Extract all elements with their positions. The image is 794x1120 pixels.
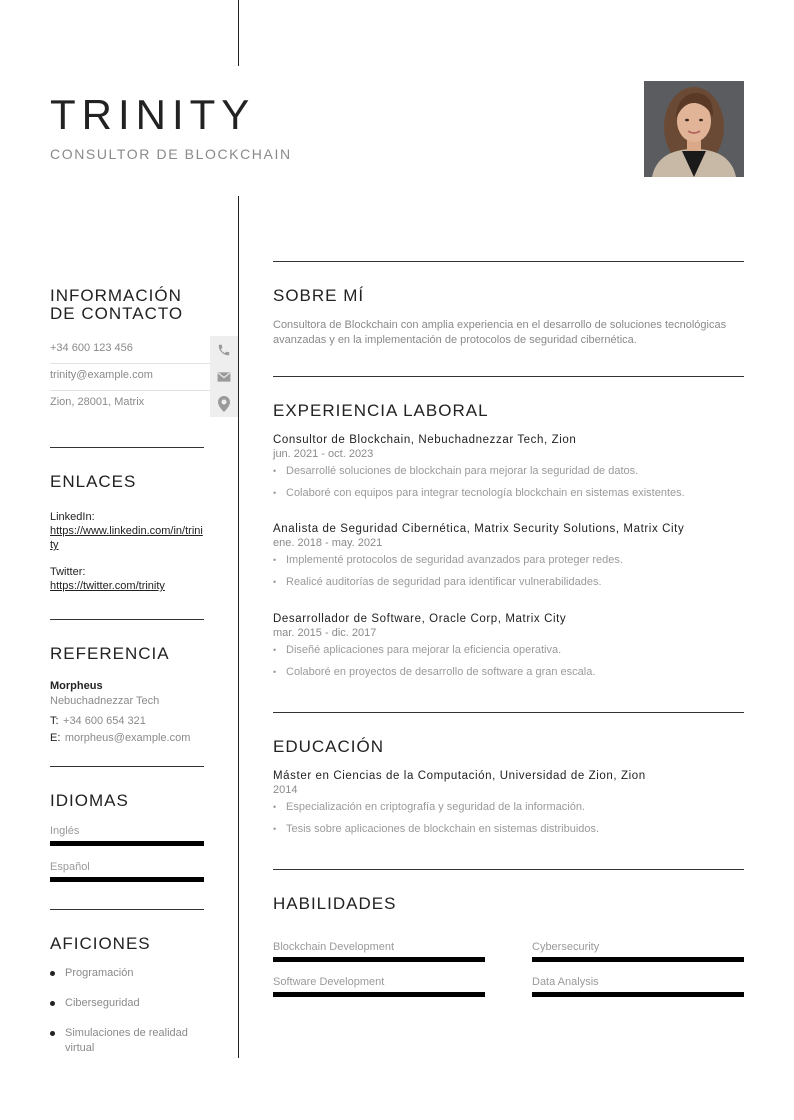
links-section (50, 473, 204, 593)
reference-heading: REFERENCIA (50, 644, 170, 663)
skill-level-bar (532, 992, 744, 997)
job-bullets (273, 643, 744, 680)
skill-name: Data Analysis (532, 976, 599, 988)
languages-heading: IDIOMAS (50, 791, 129, 810)
language-item (50, 825, 204, 846)
skill-item (273, 976, 485, 997)
education-bullet: • Tesis sobre aplicaciones de blockchain en sistemas distribuidos. (273, 822, 744, 837)
reference-phone-label: T: (50, 715, 59, 727)
reference-phone[interactable]: +34 600 654 321 (63, 715, 146, 727)
job-bullet: • Implementé protocolos de seguridad avanzados para proteger redes. (273, 553, 744, 568)
main-divider-3 (273, 712, 744, 713)
reference-section (50, 645, 204, 746)
contact-phone-row (50, 336, 238, 364)
bullet-icon (50, 971, 55, 976)
education-heading: EDUCACIÓN (273, 737, 385, 756)
about-text: Consultora de Blockchain con amplia experiencia en el desarrollo de soluciones tecnológicas avanzadas y en la implementación de protocolos de seguridad cibernética. (273, 319, 727, 346)
job-bullet: • Desarrollé soluciones de blockchain para mejorar la seguridad de datos. (273, 464, 744, 479)
job-date: jun. 2021 - oct. 2023 (273, 448, 374, 460)
hobby-item (50, 966, 210, 981)
job-title: Desarrollador de Software, Oracle Corp, Matrix City (273, 613, 567, 625)
language-item (50, 861, 204, 882)
skill-item (273, 941, 485, 962)
linkedin-label: LinkedIn: (50, 511, 95, 523)
top-divider-line (238, 0, 239, 66)
contact-heading-line1: INFORMACIÓN (50, 286, 182, 305)
job-title: Consultor de Blockchain, Nebuchadnezzar Tech, Zion (273, 434, 577, 446)
education-title: Máster en Ciencias de la Computación, Universidad de Zion, Zion (273, 770, 646, 782)
reference-company: Nebuchadnezzar Tech (50, 695, 160, 707)
job-bullet: • Colaboré con equipos para integrar tecnología blockchain en sistemas existentes. (273, 486, 744, 501)
skill-name: Blockchain Development (273, 941, 395, 953)
skill-item (532, 976, 744, 997)
contact-address: Zion, 28001, Matrix (50, 396, 145, 408)
job-bullets (273, 553, 744, 590)
reference-email-label: E: (50, 732, 61, 744)
contact-phone[interactable]: +34 600 123 456 (50, 342, 133, 354)
skill-level-bar (273, 992, 485, 997)
language-level-bar (50, 877, 204, 882)
linkedin-link[interactable]: https://www.linkedin.com/in/trinity (50, 525, 203, 551)
portrait-image (644, 81, 744, 177)
languages-section (50, 792, 204, 882)
contact-email[interactable]: trinity@example.com (50, 369, 153, 381)
contact-section (50, 287, 204, 323)
education-date: 2014 (273, 784, 298, 796)
contact-heading-line2: DE CONTACTO (50, 304, 184, 323)
hobby-item (50, 996, 210, 1011)
side-divider-line (238, 196, 239, 1058)
education-entry (273, 770, 744, 844)
job-entry (273, 613, 744, 687)
about-heading: SOBRE MÍ (273, 286, 365, 305)
skill-level-bar (273, 957, 485, 962)
candidate-role: CONSULTOR DE BLOCKCHAIN (50, 146, 292, 162)
twitter-link[interactable]: https://twitter.com/trinity (50, 580, 165, 592)
education-bullet: • Especialización en criptografía y seguridad de la información. (273, 800, 744, 815)
contact-address-row (50, 390, 238, 417)
job-title: Analista de Seguridad Cibernética, Matrix Security Solutions, Matrix City (273, 523, 685, 535)
experience-heading: EXPERIENCIA LABORAL (273, 401, 489, 420)
hobby-text: Simulaciones de realidad virtual (65, 1027, 188, 1054)
job-bullets (273, 464, 744, 501)
reference-name: Morpheus (50, 680, 103, 692)
twitter-label: Twitter: (50, 566, 86, 578)
reference-email[interactable]: morpheus@example.com (64, 732, 191, 744)
skill-level-bar (532, 957, 744, 962)
hobby-text: Programación (65, 967, 134, 979)
language-name: Español (50, 861, 90, 873)
hobbies-heading: AFICIONES (50, 934, 151, 953)
hobby-text: Ciberseguridad (65, 997, 140, 1009)
language-name: Inglés (50, 825, 80, 837)
main-divider-1 (273, 261, 744, 262)
job-date: mar. 2015 - dic. 2017 (273, 627, 377, 639)
job-entry (273, 434, 744, 508)
language-level-bar (50, 841, 204, 846)
bullet-icon (50, 1031, 55, 1036)
skill-name: Software Development (273, 976, 385, 988)
envelope-icon (210, 363, 238, 390)
skill-name: Cybersecurity (532, 941, 600, 953)
contact-heading (50, 287, 204, 323)
location-pin-icon (210, 390, 238, 417)
contact-email-row (50, 363, 238, 391)
bullet-icon (50, 1001, 55, 1006)
candidate-name: TRINITY (50, 91, 256, 138)
main-divider-4 (273, 869, 744, 870)
skills-heading: HABILIDADES (273, 894, 397, 913)
phone-icon (210, 336, 238, 363)
side-divider-1 (50, 447, 204, 448)
job-bullet: • Diseñé aplicaciones para mejorar la eficiencia operativa. (273, 643, 744, 658)
hobby-item (50, 1026, 205, 1056)
side-divider-2 (50, 619, 204, 620)
job-bullet: • Realicé auditorías de seguridad para identificar vulnerabilidades. (273, 575, 744, 590)
education-bullets (273, 800, 744, 837)
job-bullet: • Colaboré en proyectos de desarrollo de software a gran escala. (273, 665, 744, 680)
side-divider-3 (50, 766, 204, 767)
skill-item (532, 941, 744, 962)
side-divider-4 (50, 909, 204, 910)
profile-photo (644, 81, 744, 177)
job-entry (273, 523, 744, 597)
job-date: ene. 2018 - may. 2021 (273, 537, 383, 549)
links-heading: ENLACES (50, 472, 137, 491)
main-divider-2 (273, 376, 744, 377)
